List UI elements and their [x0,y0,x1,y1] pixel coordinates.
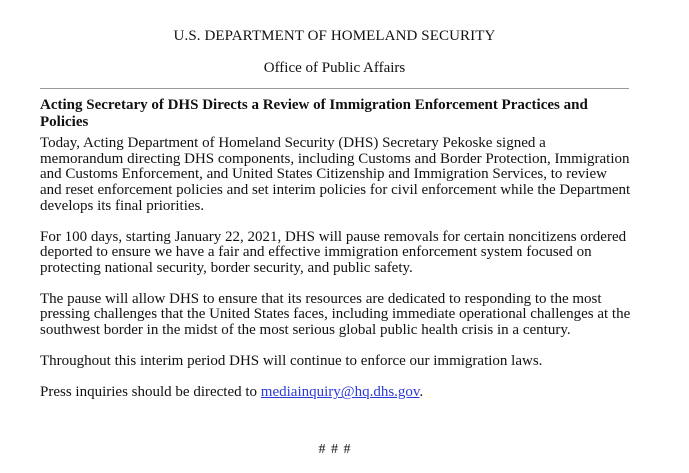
press-inquiries [40,384,632,400]
press-inquiries-suffix: . [419,384,424,401]
end-of-release-mark: # # # [318,442,351,457]
release-headline: Acting Secretary of DHS Directs a Review of Immigration Enforcement Practices and Policies [40,97,588,130]
paragraph-removal-pause: For 100 days, starting January 22, 2021, DHS will pause removals for certain noncitizens ordered deported to ensure we have a fair and effective immigration enforcement system focused on protecting national security, border security, and public safety. [40,228,627,276]
press-inquiries-prefix: Press inquiries should be directed to [40,384,261,401]
paragraph-interim-period: Throughout this interim period DHS will continue to enforce our immigration laws. [40,352,543,369]
header-divider [40,88,629,89]
agency-name: U.S. DEPARTMENT OF HOMELAND SECURITY [173,28,496,44]
release-body [40,97,632,400]
office-name: Office of Public Affairs [263,60,406,76]
paragraph-resources: The pause will allow DHS to ensure that its resources are dedicated to responding to the most pressing challenges that the United States faces, including immediate operational challenges at the southwest border in the midst of the most serious global public health crisis in a century. [40,290,631,339]
paragraph-memorandum: Today, Acting Department of Homeland Security (DHS) Secretary Pekoske signed a memorandum directing DHS components, including Customs and Border Protection, Immigration and Customs Enforcement, and United States Citizenship and Immigration Services, to review and reset enforcement policies and set interim policies for civil enforcement while the Department develops its final priorities. [40,135,631,214]
media-inquiry-email-link[interactable]: mediainquiry@hq.dhs.gov [260,384,420,401]
